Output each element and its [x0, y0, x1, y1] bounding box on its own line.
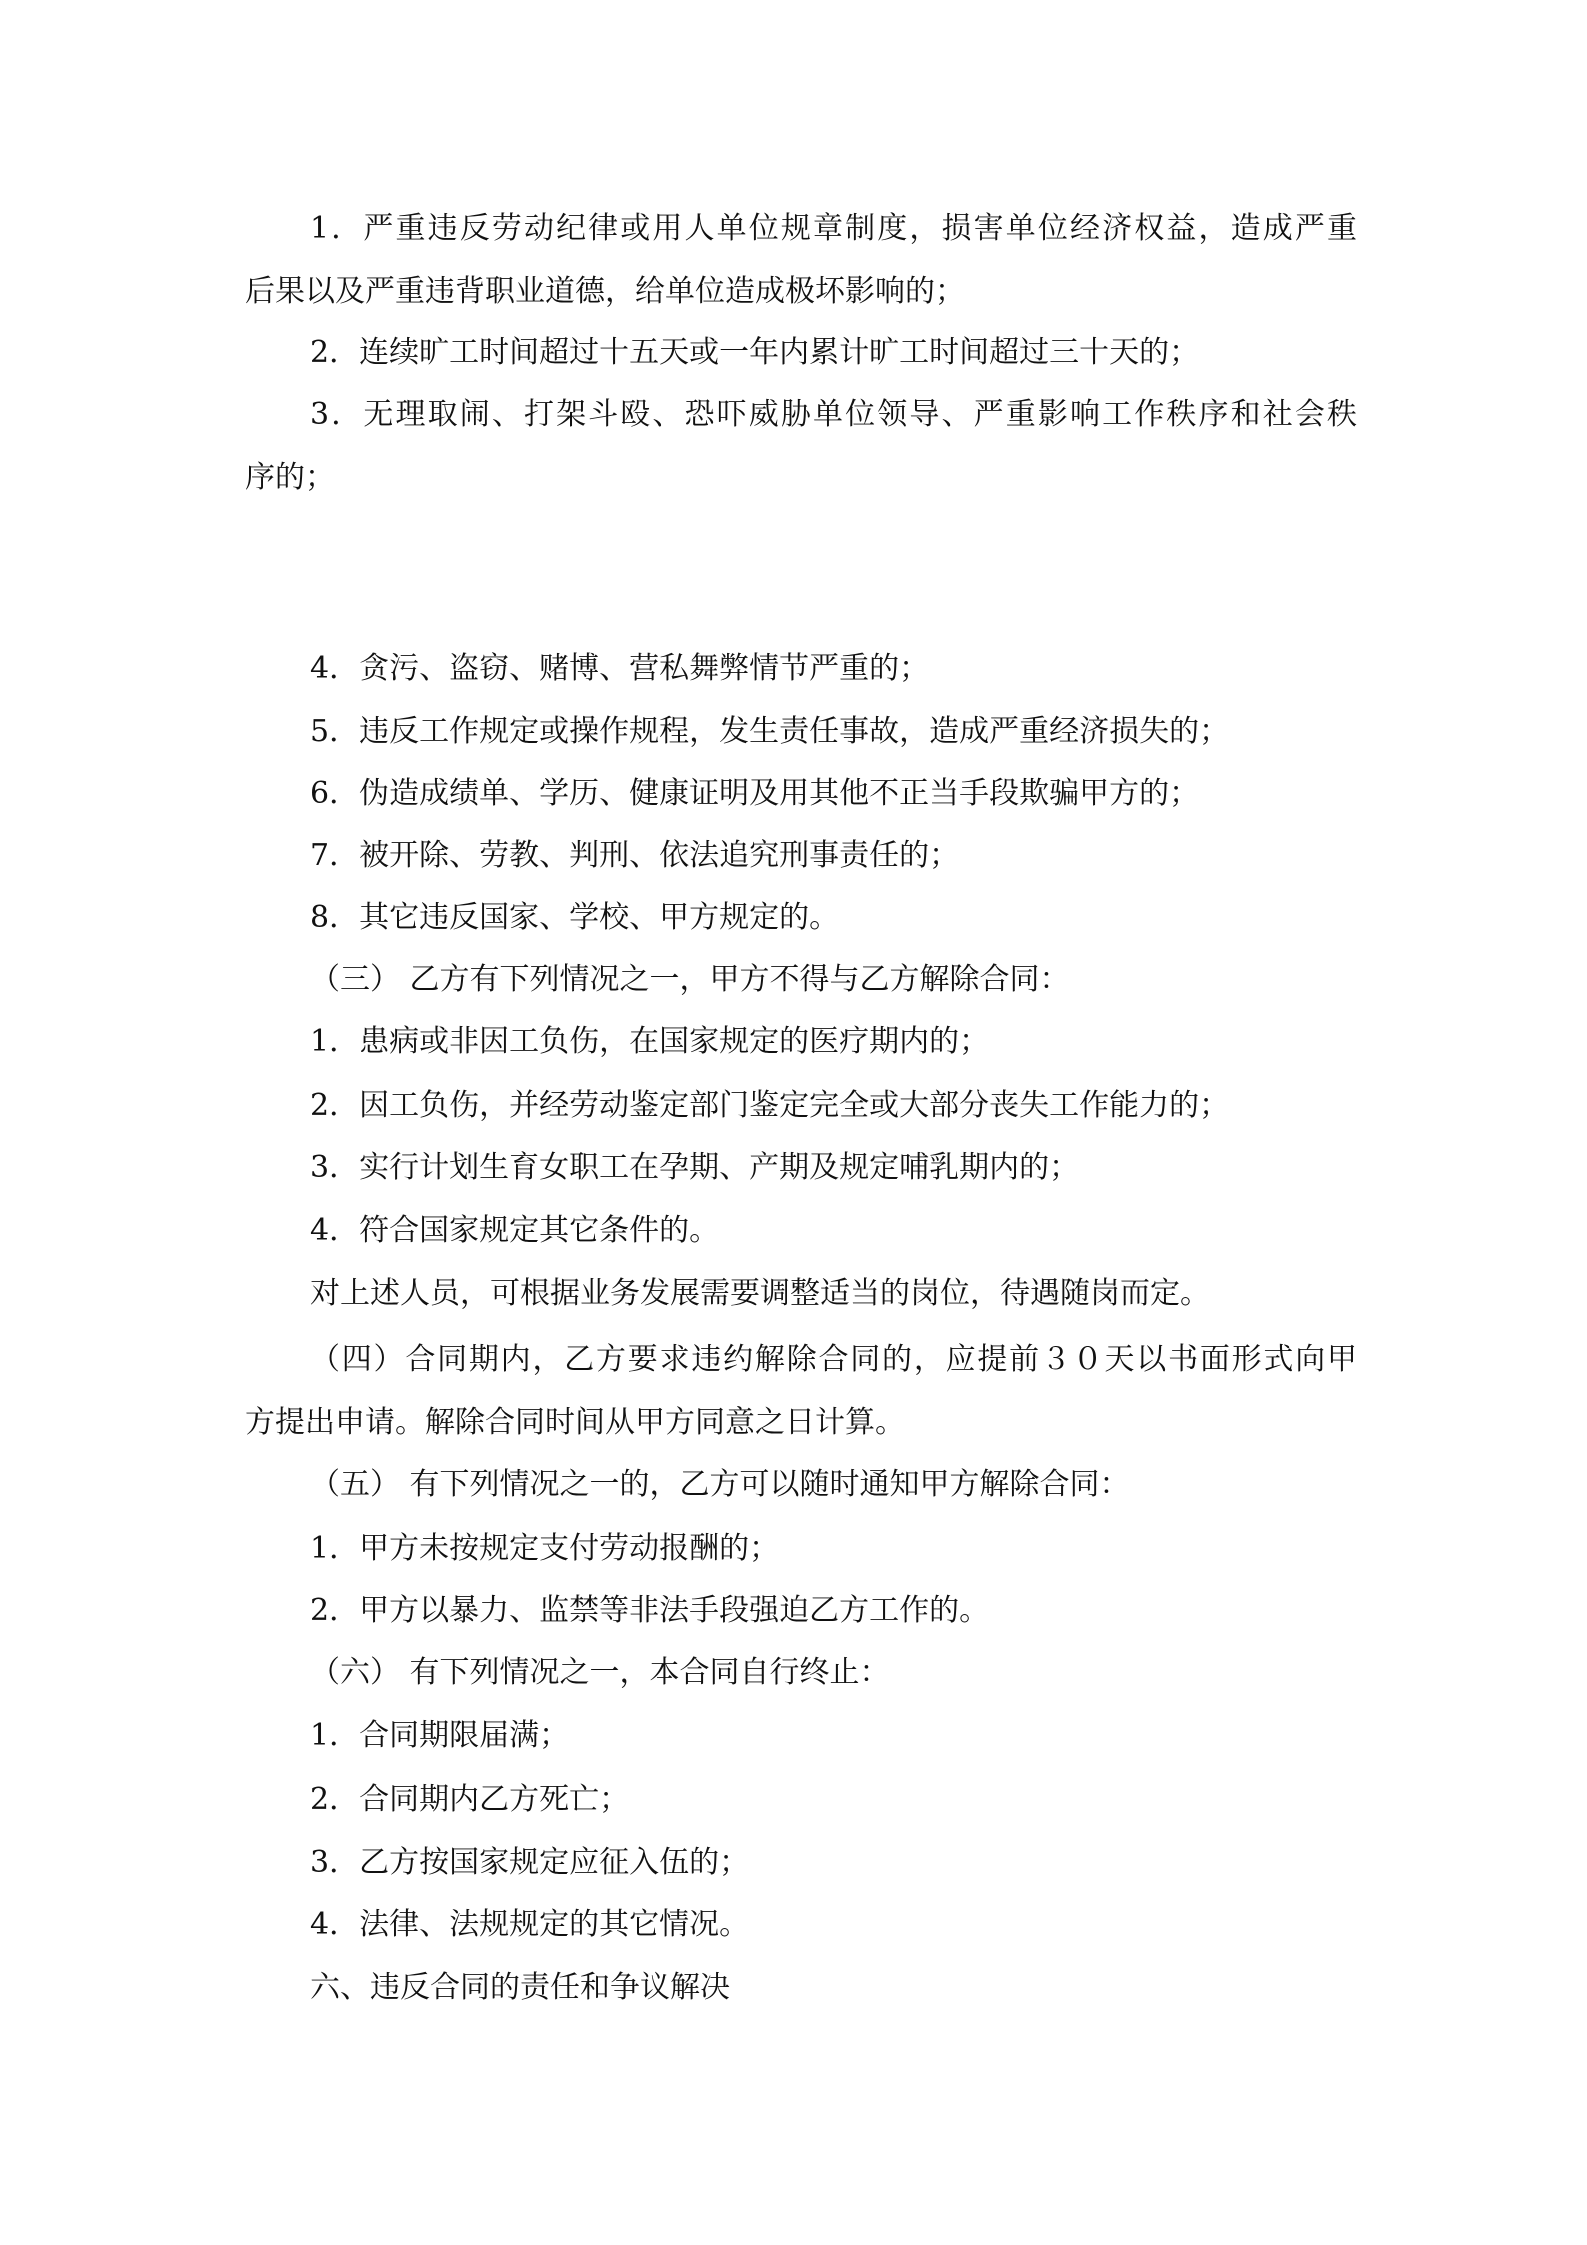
paragraph-line: 4．贪污、盗窃、赌博、营私舞弊情节严重的；: [310, 651, 930, 686]
paragraph: [245, 1136, 1357, 1199]
paragraph: [245, 1579, 1357, 1642]
paragraph-line: 1．合同期限届满；: [310, 1718, 570, 1753]
paragraph-line: （五） 有下列情况之一的，乙方可以随时通知甲方解除合同：: [310, 1467, 1130, 1502]
paragraph: [245, 321, 1357, 384]
paragraph-line: 6．伪造成绩单、学历、健康证明及用其他不正当手段欺骗甲方的；: [310, 776, 1200, 811]
paragraph-line: 2．甲方以暴力、监禁等非法手段强迫乙方工作的。: [310, 1593, 990, 1628]
paragraph-line: 8．其它违反国家、学校、甲方规定的。: [310, 900, 840, 935]
paragraph: [245, 886, 1357, 949]
paragraph-line: （四）合同期内，乙方要求违约解除合同的，应提前３０天以书面形式向甲: [310, 1342, 1357, 1377]
paragraph-line: 2．因工负伤，并经劳动鉴定部门鉴定完全或大部分丧失工作能力的；: [310, 1088, 1230, 1123]
paragraph-line: 3．实行计划生育女职工在孕期、产期及规定哺乳期内的；: [310, 1150, 1080, 1185]
paragraph: [245, 1010, 1357, 1073]
paragraph: [245, 1893, 1357, 1956]
paragraph: [245, 1328, 1357, 1454]
paragraph-line: 六、违反合同的责任和争议解决: [310, 1970, 730, 2005]
paragraph-line: 2．合同期内乙方死亡；: [310, 1782, 630, 1817]
paragraph-line: （六） 有下列情况之一，本合同自行终止：: [310, 1655, 890, 1690]
paragraph: [245, 700, 1357, 763]
paragraph-line: 序的；: [245, 460, 335, 495]
paragraph-line: （三） 乙方有下列情况之一，甲方不得与乙方解除合同：: [310, 962, 1070, 997]
paragraph: [245, 824, 1357, 887]
paragraph: [245, 1517, 1357, 1580]
paragraph-line: 对上述人员，可根据业务发展需要调整适当的岗位，待遇随岗而定。: [310, 1276, 1210, 1311]
paragraph-line: 3．无理取闹、打架斗殴、恐吓威胁单位领导、严重影响工作秩序和社会秩: [310, 397, 1357, 432]
paragraph: [245, 762, 1357, 825]
paragraph: [245, 383, 1357, 509]
paragraph: [245, 1831, 1357, 1894]
paragraph: [245, 1641, 1357, 1704]
paragraph-line: 1．甲方未按规定支付劳动报酬的；: [310, 1531, 780, 1566]
paragraph: [245, 1704, 1357, 1767]
paragraph-line: 5．违反工作规定或操作规程，发生责任事故，造成严重经济损失的；: [310, 714, 1230, 749]
paragraph: [245, 1262, 1357, 1325]
paragraph: [245, 1453, 1357, 1516]
paragraph-line: 方提出申请。解除合同时间从甲方同意之日计算。: [245, 1405, 905, 1440]
paragraph-line: 1．严重违反劳动纪律或用人单位规章制度，损害单位经济权益，造成严重: [310, 211, 1357, 246]
paragraph-line: 后果以及严重违背职业道德，给单位造成极坏影响的；: [245, 274, 965, 309]
paragraph-line: 3．乙方按国家规定应征入伍的；: [310, 1845, 750, 1880]
paragraph: [245, 1074, 1357, 1137]
paragraph-line: 4．符合国家规定其它条件的。: [310, 1213, 720, 1248]
paragraph-line: 4．法律、法规规定的其它情况。: [310, 1907, 750, 1942]
paragraph-line: 1．患病或非因工负伤，在国家规定的医疗期内的；: [310, 1024, 990, 1059]
paragraph: [245, 637, 1357, 700]
paragraph-line: 2．连续旷工时间超过十五天或一年内累计旷工时间超过三十天的；: [310, 335, 1200, 370]
paragraph: [245, 197, 1357, 323]
paragraph: [245, 1199, 1357, 1262]
paragraph: [245, 1956, 1357, 2019]
paragraph: [245, 948, 1357, 1011]
paragraph: [245, 1768, 1357, 1831]
paragraph-line: 7．被开除、劳教、判刑、依法追究刑事责任的；: [310, 838, 960, 873]
